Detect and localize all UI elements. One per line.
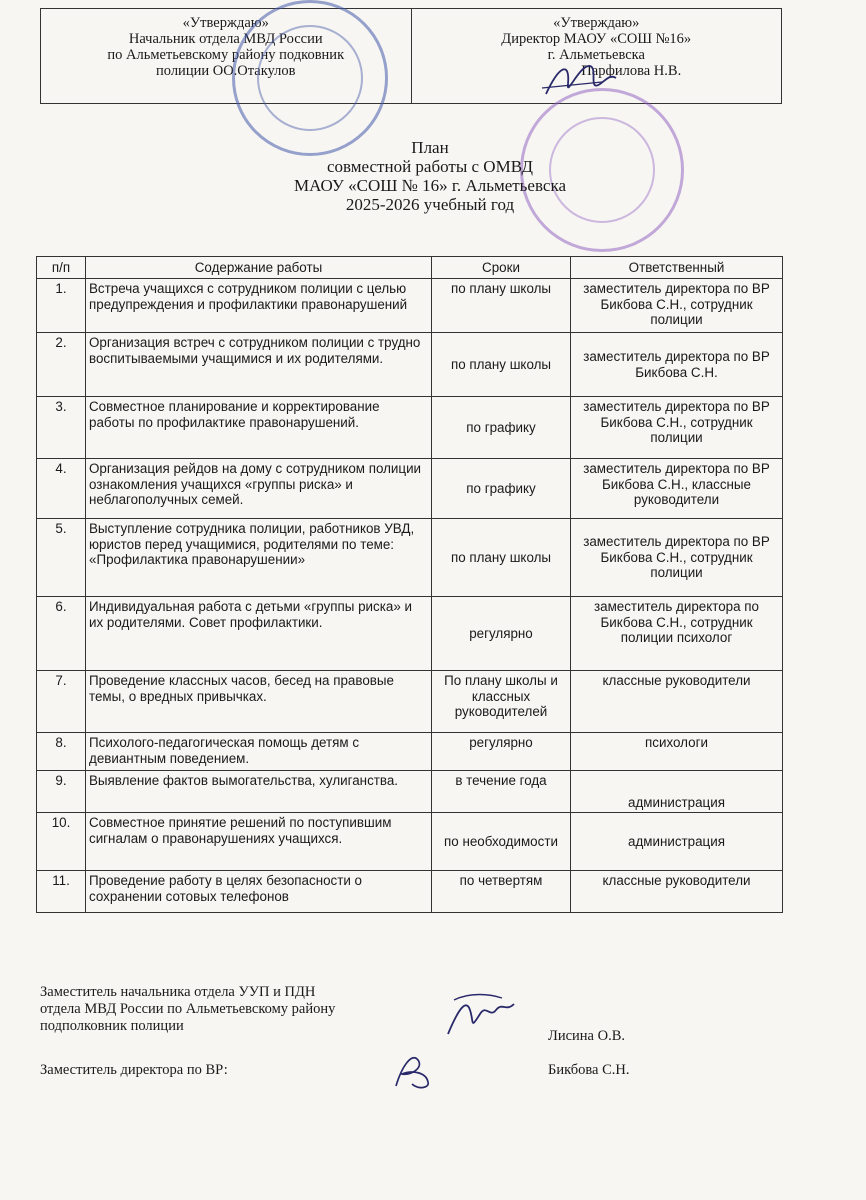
row-resp: заместитель директора по ВР Бикбова С.Н., классные руководители [571, 459, 783, 519]
row-num: 11. [37, 871, 86, 913]
plan-table [36, 256, 783, 913]
row-num: 3. [37, 397, 86, 459]
title-line1: План [411, 138, 449, 157]
table-row [37, 871, 783, 913]
approval-left [41, 9, 411, 103]
row-resp: классные руководители [571, 671, 783, 733]
table-row [37, 519, 783, 597]
row-when: регулярно [432, 733, 571, 771]
row-content: Встреча учащихся с сотрудником полиции с целью предупреждения и профилактики правонарушений [86, 279, 432, 333]
approval-left-line3: полиции ОО.Отакулов [156, 63, 296, 79]
row-resp: классные руководители [571, 871, 783, 913]
header-when: Сроки [432, 257, 571, 279]
approval-right-line1: Директор МАОУ «СОШ №16» [501, 31, 692, 47]
row-when: по плану школы [432, 333, 571, 397]
sig1-name: Лисина О.В. [548, 1028, 626, 1044]
sig2-name: Бикбова С.Н. [548, 1062, 630, 1078]
row-num: 1. [37, 279, 86, 333]
document-title [200, 138, 660, 214]
row-when: по плану школы [432, 279, 571, 333]
header-resp: Ответственный [571, 257, 783, 279]
row-num: 2. [37, 333, 86, 397]
row-content: Совместное планирование и корректирование работы по профилактике правонарушений. [86, 397, 432, 459]
row-resp: заместитель директора по ВР Бикбова С.Н. [571, 333, 783, 397]
approval-right-title: «Утверждаю» [553, 15, 640, 31]
row-when: по плану школы [432, 519, 571, 597]
table-row [37, 733, 783, 771]
table-header-row [37, 257, 783, 279]
row-content: Индивидуальная работа с детьми «группы риска» и их родителями. Совет профилактики. [86, 597, 432, 671]
row-content: Выступление сотрудника полиции, работников УВД, юристов перед учащимися, родителями по теме: «Профилактика правонарушении» [86, 519, 432, 597]
row-resp: заместитель директора по ВР Бикбова С.Н., сотрудник полиции [571, 397, 783, 459]
header-num: п/п [37, 257, 86, 279]
row-num: 6. [37, 597, 86, 671]
row-content: Проведение классных часов, бесед на правовые темы, о вредных привычках. [86, 671, 432, 733]
row-resp: заместитель директора по Бикбова С.Н., сотрудник полиции психолог [571, 597, 783, 671]
row-num: 8. [37, 733, 86, 771]
title-line3: МАОУ «СОШ № 16» г. Альметьевска [293, 176, 566, 195]
sig1-line3: подполковник полиции [40, 1018, 184, 1034]
approval-block [40, 8, 782, 104]
sig1-line2: отдела МВД России по Альметьевскому району [40, 1001, 336, 1017]
approval-left-line1: Начальник отдела МВД России [128, 31, 323, 47]
approval-left-line2: по Альметьевскому району подковник [107, 47, 345, 63]
row-num: 9. [37, 771, 86, 813]
table-row [37, 813, 783, 871]
row-num: 10. [37, 813, 86, 871]
row-content: Проведение работу в целях безопасности о сохранении сотовых телефонов [86, 871, 432, 913]
row-when: в течение года [432, 771, 571, 813]
row-content: Совместное принятие решений по поступившим сигналам о правонарушениях учащихся. [86, 813, 432, 871]
table-row [37, 671, 783, 733]
row-content: Организация рейдов на дому с сотрудником полиции ознакомления учащихся «группы риска» и неблагополучных семей. [86, 459, 432, 519]
row-num: 5. [37, 519, 86, 597]
table-row [37, 771, 783, 813]
row-num: 7. [37, 671, 86, 733]
row-when: по четвертям [432, 871, 571, 913]
table-row [37, 279, 783, 333]
footer-signature-deputy [40, 1062, 630, 1079]
row-resp: заместитель директора по ВР Бикбова С.Н., сотрудник полиции [571, 519, 783, 597]
row-resp: психологи [571, 733, 783, 771]
header-content: Содержание работы [86, 257, 432, 279]
row-resp: администрация [571, 771, 783, 813]
row-when: по графику [432, 397, 571, 459]
police-deputy-signature [440, 990, 520, 1040]
title-line4: 2025-2026 учебный год [345, 195, 515, 214]
row-when: По плану школы и классных руководителей [432, 671, 571, 733]
row-num: 4. [37, 459, 86, 519]
row-content: Организация встреч с сотрудником полиции с трудно воспитываемыми учащимися и их родителями. [86, 333, 432, 397]
table-row [37, 597, 783, 671]
approval-right-line2: г. Альметьевска [547, 47, 645, 63]
sig2-role: Заместитель директора по ВР: [40, 1062, 228, 1078]
approval-right [411, 9, 782, 103]
sig1-line1: Заместитель начальника отдела УУП и ПДН [40, 984, 316, 1000]
row-when: регулярно [432, 597, 571, 671]
approval-right-line3: Парфилова Н.В. [581, 63, 682, 79]
row-content: Психолого-педагогическая помощь детям с девиантным поведением. [86, 733, 432, 771]
table-row [37, 459, 783, 519]
row-resp: администрация [571, 813, 783, 871]
deputy-director-signature [388, 1046, 438, 1092]
row-when: по графику [432, 459, 571, 519]
row-content: Выявление фактов вымогательства, хулиганства. [86, 771, 432, 813]
approval-left-title: «Утверждаю» [182, 15, 269, 31]
row-when: по необходимости [432, 813, 571, 871]
footer-signature-police [40, 984, 626, 1044]
table-row [37, 333, 783, 397]
table-row [37, 397, 783, 459]
row-resp: заместитель директора по ВР Бикбова С.Н., сотрудник полиции [571, 279, 783, 333]
title-line2: совместной работы с ОМВД [327, 157, 533, 176]
